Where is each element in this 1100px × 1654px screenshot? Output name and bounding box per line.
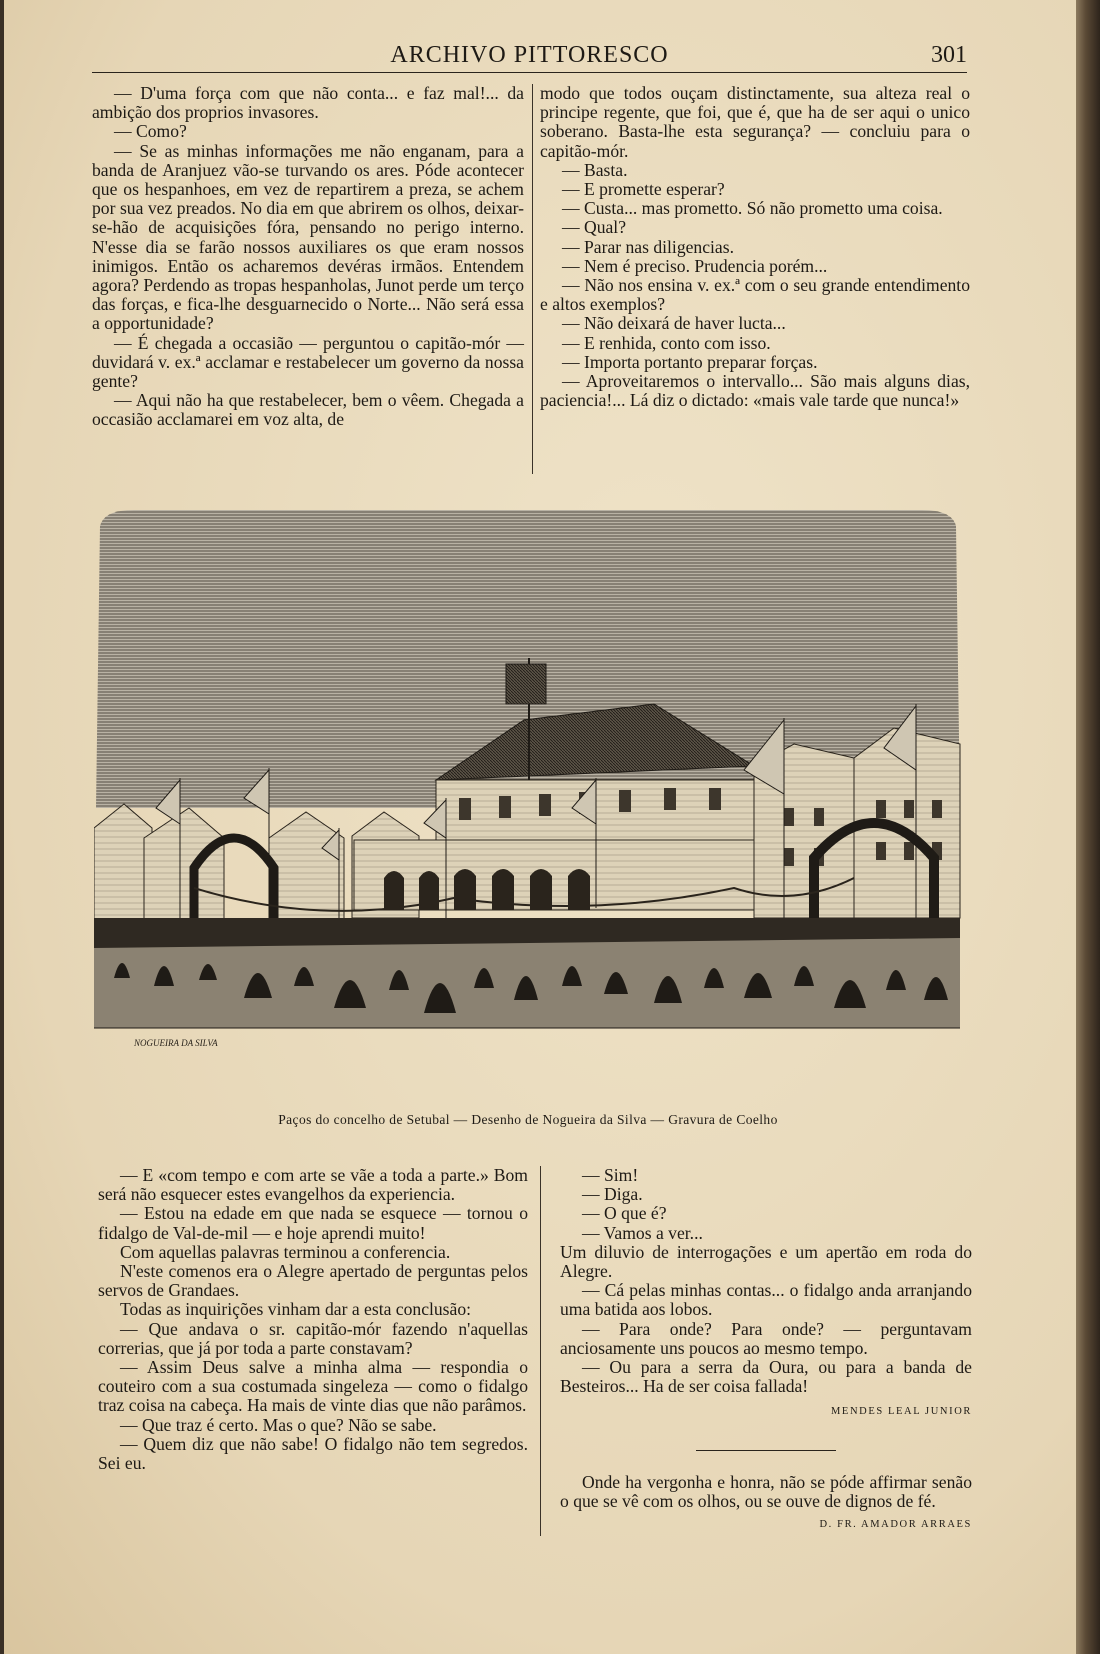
book-page — [4, 0, 1076, 1654]
column-1 — [92, 84, 524, 430]
paragraph: — Nem é preciso. Prudencia porém... — [562, 255, 828, 276]
column-rule — [540, 1166, 541, 1536]
quote-text: Onde ha vergonha e honra, não se póde affirmar senão o que se vê com os olhos, ou se ouve de dignos de fé. — [560, 1471, 972, 1511]
paragraph: — Não deixará de haver lucta... — [562, 313, 786, 334]
paragraph: — Se as minhas informações me não enganam, para a banda de Aranjuez vão-se turvando os ares. Póde acontecer que os hespanhoes, em vez de repartirem a preza, se achem por sua vez preados. No dia em que abrirem os olhos, deixar-se-hão de acquisições fóra, pensando no perigo interno. N'esse dia se farão nossos auxiliares os que eram nossos inimigos. Então os acharemos devéras irmãos. Entendem agora? Perdendo as tropas hespanholas, Junot perde um terço das forças, e fica-lhe desguarnecido o Norte... Não será essa a opportunidade? — [92, 140, 524, 334]
paragraph: — Para onde? Para onde? — perguntavam anciosamente uns poucos ao mesmo tempo. — [560, 1318, 972, 1358]
paragraph: — E «com tempo e com arte se vãe a toda a parte.» Bom será não esquecer estes evangelhos da experiencia. — [98, 1165, 528, 1205]
figure-caption: Paços do concelho de Setubal — Desenho de Nogueira da Silva — Gravura de Coelho — [278, 1112, 778, 1127]
paragraph: Um diluvio de interrogações e um apertão em roda do Alegre. — [560, 1241, 972, 1282]
paragraph: — Importa portanto preparar forças. — [562, 351, 818, 372]
column-3 — [98, 1166, 528, 1473]
paragraph: Com aquellas palavras terminou a conferencia. — [120, 1241, 451, 1262]
paragraph: — Aproveitaremos o intervallo... São mais alguns dias, paciencia!... Lá diz o dictado: «mais vale tarde que nunca!» — [540, 371, 970, 411]
paragraph: — É chegada a occasião — perguntou o capitão-mór — duvidará v. ex.ª acclamar e restabelecer um governo da nossa gente? — [92, 332, 524, 392]
quote-attribution: D. FR. AMADOR ARRAES — [819, 1519, 972, 1531]
paragraph: — Como? — [114, 121, 187, 142]
paragraph: N'este comenos era o Alegre apertado de perguntas pelos servos de Grandaes. — [98, 1261, 528, 1301]
paragraph: Todas as inquirições vinham dar a esta conclusão: — [120, 1299, 472, 1320]
paragraph: — D'uma força com que não conta... e faz mal!... da ambição dos proprios invasores. — [92, 83, 524, 123]
paragraph: — Que traz é certo. Mas o que? Não se sabe. — [120, 1414, 437, 1435]
page-number: 301 — [931, 42, 967, 68]
town-hall-engraving — [94, 508, 962, 1064]
crowd — [94, 918, 960, 1028]
paragraph: modo que todos ouçam distinctamente, sua alteza real o principe regente, que foi, que é, que ha de ser aqui o unico soberano. Basta-lhe esta segurança? — concluiu para o capitão-mór. — [540, 83, 970, 161]
paragraph: — Qual? — [562, 217, 627, 238]
section-divider — [696, 1450, 836, 1451]
paragraph: — Ou para a serra da Oura, ou para a banda de Besteiros... Ha de ser coisa fallada! — [560, 1357, 972, 1397]
author-signature: MENDES LEAL JUNIOR — [831, 1406, 972, 1418]
book-spine — [1076, 0, 1100, 1654]
paragraph: — Não nos ensina v. ex.ª com o seu grande entendimento e altos exemplos? — [540, 275, 970, 315]
paragraph: — Diga. — [582, 1184, 643, 1205]
column-2 — [540, 84, 970, 410]
paragraph: — Quem diz que não sabe! O fidalgo não tem segredos. Sei eu. — [98, 1433, 528, 1474]
column-rule — [532, 84, 533, 474]
paragraph: — O que é? — [582, 1203, 667, 1224]
running-header — [92, 38, 967, 73]
paragraph: — Cá pelas minhas contas... o fidalgo anda arranjando uma batida aos lobos. — [560, 1280, 972, 1320]
paragraph: — Que andava o sr. capitão-mór fazendo n'aquellas correrias, que já por toda a parte constavam? — [98, 1318, 528, 1358]
paragraph: — E renhida, conto com isso. — [562, 332, 771, 353]
paragraph: — E promette esperar? — [562, 179, 725, 200]
paragraph: — Parar nas diligencias. — [562, 236, 734, 257]
engraver-mark: NOGUEIRA DA SILVA — [134, 1038, 218, 1048]
paragraph: — Assim Deus salve a minha alma — respondia o couteiro com a sua costumada singeleza — como o fidalgo traz coisa na cabeça. Ha mais de vinte dias que não parâmos. — [98, 1357, 528, 1416]
paragraph: — Aqui não ha que restabelecer, bem o vêem. Chegada a occasião acclamarei em voz alta, de — [92, 390, 524, 430]
paragraph: — Sim! — [582, 1165, 639, 1185]
column-4 — [560, 1166, 972, 1534]
paragraph: — Custa... mas prometto. Só não prometto uma coisa. — [562, 198, 943, 219]
paragraph: — Vamos a ver... — [582, 1222, 703, 1243]
paragraph: — Basta. — [562, 159, 628, 180]
paragraph: — Estou na edade em que nada se esquece — tornou o fidalgo de Val-de-mil — e hoje aprendi muito! — [98, 1203, 528, 1243]
epigraph-quote — [560, 1471, 972, 1531]
journal-title: ARCHIVO PITTORESCO — [390, 42, 669, 68]
